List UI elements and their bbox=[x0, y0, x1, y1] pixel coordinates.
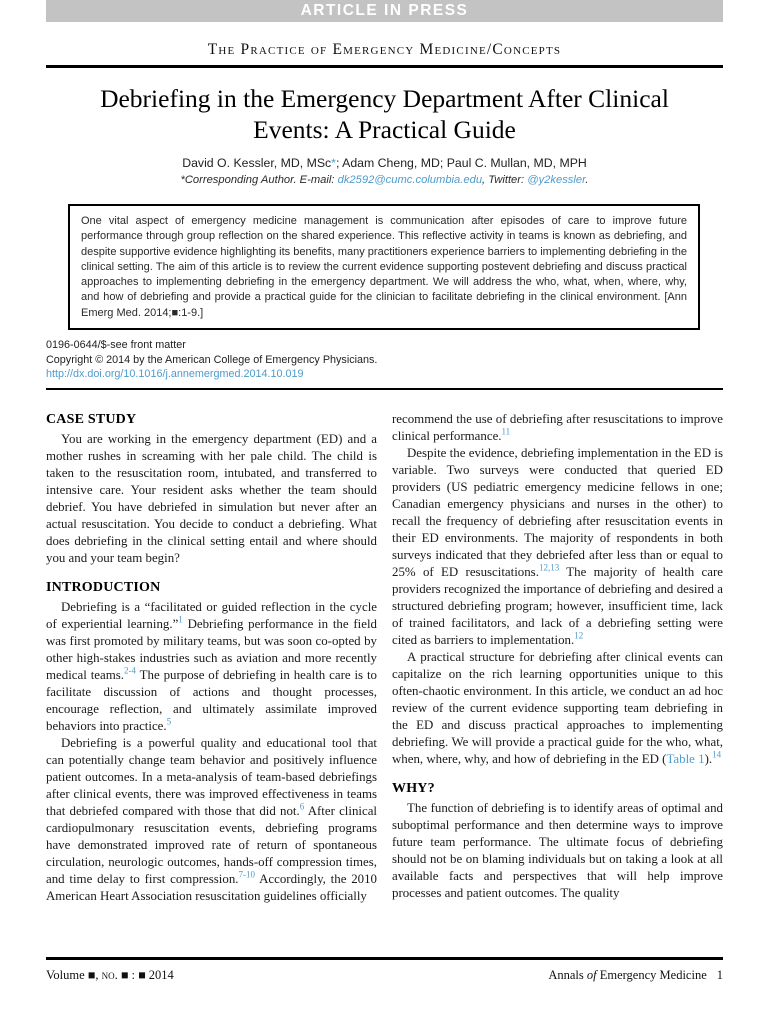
left-column bbox=[46, 411, 377, 956]
text-run: Debriefing performance in the field was first promoted by military teams, but was soon co-opted by other high-stakes industries such as aviation and more recently medical teams. bbox=[46, 616, 377, 682]
table-1-link[interactable]: Table 1 bbox=[666, 751, 705, 766]
text-run: . bbox=[585, 174, 589, 186]
text-run: ; Adam Cheng, MD; Paul C. Mullan, MD, MPH bbox=[335, 156, 587, 170]
paragraph bbox=[46, 599, 377, 735]
paragraph bbox=[392, 800, 723, 902]
text-run: Accordingly, the 2010 American Heart Association resuscitation guidelines officially bbox=[46, 871, 377, 903]
banner-label: ARTICLE IN PRESS bbox=[300, 2, 469, 19]
footer-rule bbox=[46, 957, 723, 960]
journal-section-title: The Practice of Emergency Medicine/Concepts bbox=[207, 41, 562, 58]
twitter-link[interactable]: @y2kessler bbox=[527, 174, 586, 186]
citation-ref[interactable]: 2-4 bbox=[124, 665, 136, 676]
citation-ref[interactable]: 5 bbox=[166, 716, 172, 727]
text-run: David O. Kessler, MD, MSc bbox=[182, 156, 332, 170]
text-run: ). bbox=[704, 751, 713, 766]
text-run: You are working in the emergency department (ED) and a mother rushes in screaming with her pale child. The child is taken to the resuscitation room, intubated, and transferred to intensive care. Your resident asks whether the team should debrief. You have debriefed in simulation but never after an actual resuscitation. You decide to conduct a debriefing. What does debriefing in the clinical setting entail and where should you and your team begin? bbox=[46, 431, 377, 565]
correspondence-line bbox=[46, 174, 723, 186]
citation-ref[interactable]: 7-10 bbox=[238, 869, 256, 880]
corresponding-author-asterisk-link[interactable]: * bbox=[331, 156, 336, 170]
doi-link[interactable]: http://dx.doi.org/10.1016/j.annemergmed.2014.10.019 bbox=[46, 368, 304, 381]
text-run: Annals bbox=[548, 968, 587, 982]
text-run: recommend the use of debriefing after resuscitations to improve clinical performance. bbox=[392, 411, 723, 443]
text-run: The function of debriefing is to identify areas of optimal and suboptimal performance and then determine ways to improve future team performance. The ultimate focus of debriefing should not be on blaming individuals but on taking a look at all available facts and perspectives that will help improve processes and patient outcomes. The quality bbox=[392, 800, 723, 900]
authors-line bbox=[46, 156, 723, 170]
text-run: ■ : ■ 2014 bbox=[117, 968, 174, 982]
paragraph bbox=[392, 445, 723, 649]
text-run: Despite the evidence, debriefing implementation in the ED is variable. Two surveys were conducted that queried ED providers (US pediatric emergency medicine fellows in one; Canadian emergency physicians and nurses in the other) to recall the frequency of debriefing after resuscitation events in their ED environments. The majority of respondents in both surveys indicated that they debriefed after less than or equal to 25% of ED resuscitations. bbox=[392, 445, 723, 579]
citation-ref[interactable]: 12,13 bbox=[538, 562, 560, 573]
text-run: The purpose of debriefing in health care is to facilitate discussion of actions and thought processes, encourage reflection, and ultimately assimilate improved behaviors into practice. bbox=[46, 667, 378, 733]
paragraph bbox=[392, 649, 723, 768]
citation-ref[interactable]: 12 bbox=[574, 630, 584, 641]
footer-volume-line bbox=[46, 968, 174, 983]
article-title: Debriefing in the Emergency Department After Clinical Events: A Practical Guide bbox=[100, 84, 669, 144]
text-run: no. bbox=[101, 968, 118, 982]
citation-ref[interactable]: 11 bbox=[501, 426, 511, 437]
citation-ref[interactable]: 1 bbox=[178, 614, 183, 625]
text-run: *Corresponding Author. E-mail: bbox=[180, 174, 338, 186]
text-run: Emergency Medicine bbox=[596, 968, 707, 982]
section-heading-introduction: INTRODUCTION bbox=[46, 579, 161, 595]
footer-journal-name bbox=[548, 968, 706, 983]
paragraph bbox=[392, 411, 723, 445]
body-columns bbox=[46, 411, 723, 956]
citation-ref[interactable]: 6 bbox=[299, 801, 305, 812]
email-link[interactable]: dk2592@cumc.columbia.edu bbox=[337, 174, 483, 186]
header-rule bbox=[46, 65, 723, 68]
abstract-box bbox=[68, 204, 700, 330]
text-run: Volume ■, bbox=[46, 968, 102, 982]
section-heading-case-study: CASE STUDY bbox=[46, 411, 137, 427]
issn-line: 0196-0644/$-see front matter bbox=[46, 339, 186, 352]
article-in-press-banner bbox=[46, 0, 723, 22]
abstract-text: One vital aspect of emergency medicine management is communication after episodes of care to improve future performance through group reflection on the shared experience. This reflective activity in teams is known as debriefing, and despite supportive evidence highlighting its benefits, many practitioners experience barriers to implementing debriefing in the clinical setting. The aim of this article is to review the current evidence supporting postevent debriefing and discuss practical approaches to implementing debriefing in the emergency department. We will address the who, what, when, where, why, and how of debriefing and provide a practical guide for the clinician to facilitate debriefing in the clinical environment. [Ann Emerg Med. 2014;■:1-9.] bbox=[81, 215, 687, 319]
page-content bbox=[46, 22, 723, 956]
paragraph bbox=[46, 431, 377, 567]
paragraph bbox=[46, 735, 377, 905]
text-run: of bbox=[586, 968, 597, 982]
right-column bbox=[392, 411, 723, 956]
text-run: After clinical cardiopulmonary resuscitation events, debriefing programs have demonstrated improved rate of return of spontaneous circulation, neurologic outcomes, hands-off compression times, and time delay to first compression. bbox=[46, 803, 378, 886]
citation-ref[interactable]: 14 bbox=[712, 749, 722, 760]
page-footer bbox=[46, 968, 723, 983]
front-matter bbox=[46, 338, 723, 382]
section-heading-why: WHY? bbox=[392, 780, 435, 796]
footer-page-number: 1 bbox=[716, 968, 723, 982]
text-run: A practical structure for debriefing after clinical events can capitalize on the rich learning opportunities unique to this often-chaotic environment. In this article, we conduct an ad hoc review of the current evidence supporting team debriefing in the ED and discuss practical approaches to implementing debriefing. We will provide a practical guide for the who, what, when, where, why, and how of debriefing in the ED ( bbox=[392, 649, 723, 766]
text-run: The majority of health care providers recognized the importance of debriefing and desired a structured debriefing program; however, insufficient time, lack of trained facilitators, and lack of a debriefing setting were cited as barriers to implementation. bbox=[392, 564, 723, 647]
front-matter-rule bbox=[46, 388, 723, 390]
copyright-line: Copyright © 2014 by the American College of Emergency Physicians. bbox=[46, 353, 378, 366]
text-run: , Twitter: bbox=[482, 174, 528, 186]
text-run: Debriefing is a “facilitated or guided reflection in the cycle of experiential learning.” bbox=[46, 599, 377, 631]
text-run: Debriefing is a powerful quality and educational tool that can potentially change team behavior and positively influence patient outcomes. In a meta-analysis of team-based debriefings after clinical events, there was improved effectiveness in teams that debriefed compared with those that did not. bbox=[46, 735, 377, 818]
